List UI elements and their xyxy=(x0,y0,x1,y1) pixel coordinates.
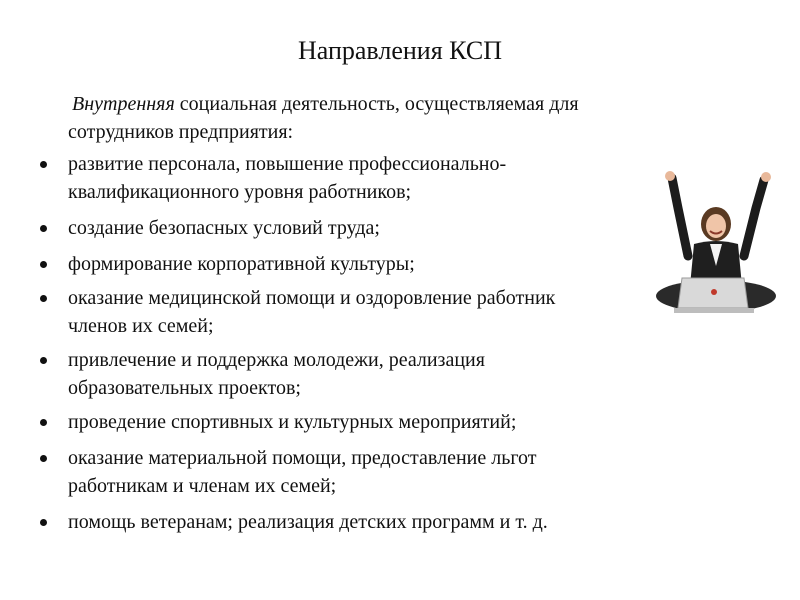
list-item-line2: работникам и членам их семей; xyxy=(68,475,337,497)
bullet-icon xyxy=(40,261,47,268)
intro-paragraph xyxy=(68,90,708,146)
woman-with-laptop-illustration xyxy=(648,168,784,328)
list-item-line1: привлечение и поддержка молодежи, реализация xyxy=(68,349,485,371)
bullet-icon xyxy=(40,161,47,168)
bullet-icon xyxy=(40,225,47,232)
bullet-icon xyxy=(40,357,47,364)
slide-title: Направления КСП xyxy=(298,36,502,65)
list-item-line1: оказание медицинской помощи и оздоровление работник xyxy=(68,287,556,309)
list-item-line1: проведение спортивных и культурных мероприятий; xyxy=(68,411,517,433)
intro-lead: Внутренняя xyxy=(72,93,175,115)
bullet-icon xyxy=(40,295,47,302)
list-item-line1: развитие персонала, повышение профессионально- xyxy=(68,153,507,175)
list-item-line2: квалификационного уровня работников; xyxy=(68,181,412,203)
list-item-line2: образовательных проектов; xyxy=(68,377,301,399)
intro-rest: социальная деятельность, осуществляемая для xyxy=(174,93,579,115)
list-item-line2: членов их семей; xyxy=(68,315,214,337)
bullet-icon xyxy=(40,419,47,426)
bullet-icon xyxy=(40,519,47,526)
list-item-line1: создание безопасных условий труда; xyxy=(68,217,380,239)
list-item-line1: формирование корпоративной культуры; xyxy=(68,253,415,275)
list-item-line1: помощь ветеранам; реализация детских программ и т. д. xyxy=(68,511,548,533)
bullet-icon xyxy=(40,455,47,462)
list-item-line1: оказание материальной помощи, предоставление льгот xyxy=(68,447,537,469)
intro-line2: сотрудников предприятия: xyxy=(68,121,294,143)
woman-with-laptop-icon xyxy=(648,168,784,328)
